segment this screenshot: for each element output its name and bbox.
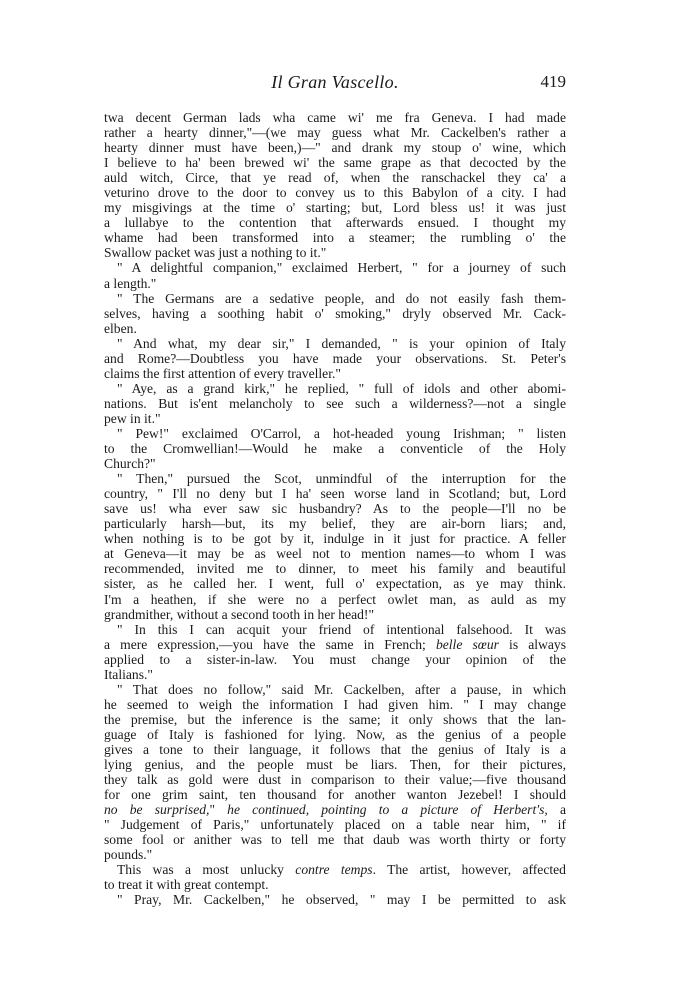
text-line: he seemed to weigh the information I had given him. " I may change — [104, 696, 566, 712]
text-line: elben. — [104, 320, 137, 336]
text-line: applied to a sister-in-law. You must change your opinion of the — [104, 651, 566, 667]
text-line: I'm a heathen, if she were no a perfect owlet man, as auld as my — [104, 591, 566, 607]
text-line: veturino drove to the door to convey us to this Babylon of a city. I had — [104, 185, 566, 201]
text-line: no be surprised," he continued, pointing to a picture of Herbert's, a — [104, 802, 567, 818]
text-line: some fool or anither was to tell me that daub was worth thirty or forty — [104, 832, 566, 848]
text-line: auld witch, Circe, that ye read of, when the ranschackel they ca' a — [104, 170, 566, 186]
text-line: guage of Italy is fashioned for lying. Now, as the genius of a people — [104, 726, 566, 742]
text-line: grandmither, without a second tooth in her head!" — [104, 606, 375, 622]
text-line: particularly harsh—but, its my belief, they are air-born liars; and, — [104, 516, 566, 532]
text-line: I believe to ha' been brewed wi' the same grape as that decocted by the — [104, 155, 566, 171]
text-line: country, " I'll no deny but I ha' seen worse land in Scotland; but, Lord — [104, 486, 566, 502]
text-line: whame had been transformed into a steamer; the rumbling o' the — [104, 230, 566, 246]
page-number: 419 — [540, 72, 566, 91]
text-line: Swallow packet was just a nothing to it." — [104, 245, 327, 261]
text-line: a mere expression,—you have the same in French; belle sœur is always — [104, 636, 566, 652]
text-line: recommended, invited me to dinner, to meet his family and beautiful — [104, 561, 566, 577]
text-line: " Pray, Mr. Cackelben," he observed, " may I be permitted to ask — [117, 892, 566, 908]
text-line: twa decent German lads wha came wi' me fra Geneva. I had made — [104, 110, 566, 125]
text-line: they talk as gold were dust in comparison to their value;—five thousand — [104, 772, 566, 788]
text-line: save us! wha ever saw sic husbandry? As to the people—I'll no be — [104, 501, 566, 517]
body-text — [104, 110, 566, 907]
text-line: a length." — [104, 275, 157, 291]
text-line: to treat it with great contempt. — [104, 877, 269, 893]
running-title: Il Gran Vascello. — [271, 72, 399, 92]
text-line: and Rome?—Doubtless you have made your observations. St. Peter's — [104, 350, 566, 366]
text-line: Italians." — [104, 666, 153, 682]
text-line: my misgivings at the time o' starting; but, Lord bless us! it was just — [104, 200, 566, 216]
text-line: " Then," pursued the Scot, unmindful of the interruption for the — [117, 471, 566, 487]
text-line: pounds." — [104, 847, 153, 863]
text-line: " That does no follow," said Mr. Cackelben, after a pause, in which — [117, 681, 566, 697]
text-line: This was a most unlucky contre temps. The artist, however, affected — [117, 862, 566, 878]
text-line: rather a hearty dinner,"—(we may guess what Mr. Cackelben's rather a — [104, 125, 566, 141]
text-line: for one grim saint, ten thousand for another wanton Jezebel! I should — [104, 787, 566, 803]
text-line: Church?" — [104, 456, 156, 472]
text-line: " The Germans are a sedative people, and do not easily fash them- — [117, 290, 566, 306]
text-line: nations. But is'ent melancholy to see such a wilderness?—not a single — [104, 395, 566, 411]
text-line: " Aye, as a grand kirk," he replied, " full of idols and other abomi- — [117, 380, 566, 396]
text-line: lying genius, and the people must be liars. Then, for their pictures, — [104, 757, 566, 773]
text-line: when nothing is to be got by it, indulge in it just for practice. A feller — [104, 531, 566, 547]
text-line: hearty dinner must have been,)—" and drank my stoup o' wine, which — [104, 140, 566, 156]
text-line: to the Cromwellian!—Would he make a conventicle of the Holy — [104, 441, 566, 457]
text-line: " Judgement of Paris," unfortunately placed on a table near him, " if — [104, 817, 566, 833]
text-line: the premise, but the inference is the same; it only shows that the lan- — [104, 711, 566, 727]
text-line: claims the first attention of every traveller." — [104, 365, 341, 381]
page-header — [104, 72, 566, 96]
text-line: " A delightful companion," exclaimed Herbert, " for a journey of such — [117, 260, 566, 276]
text-line: pew in it." — [104, 410, 161, 426]
text-line: " And what, my dear sir," I demanded, " is your opinion of Italy — [117, 335, 566, 351]
text-line: gives a tone to their language, it follows that the genius of Italy is a — [104, 741, 566, 757]
text-line: " Pew!" exclaimed O'Carrol, a hot-headed young Irishman; " listen — [117, 425, 566, 441]
text-line: " In this I can acquit your friend of intentional falsehood. It was — [117, 621, 566, 637]
text-line: sister, as he called her. I went, full o' expectation, as ye may think. — [104, 576, 566, 592]
text-line: a lullabye to the contention that afterwards ensued. I thought my — [104, 215, 566, 231]
text-line: selves, having a soothing habit o' smoking," dryly observed Mr. Cack- — [104, 305, 566, 321]
text-line: at Geneva—it may be as weel not to mention names—to whom I was — [104, 546, 566, 562]
